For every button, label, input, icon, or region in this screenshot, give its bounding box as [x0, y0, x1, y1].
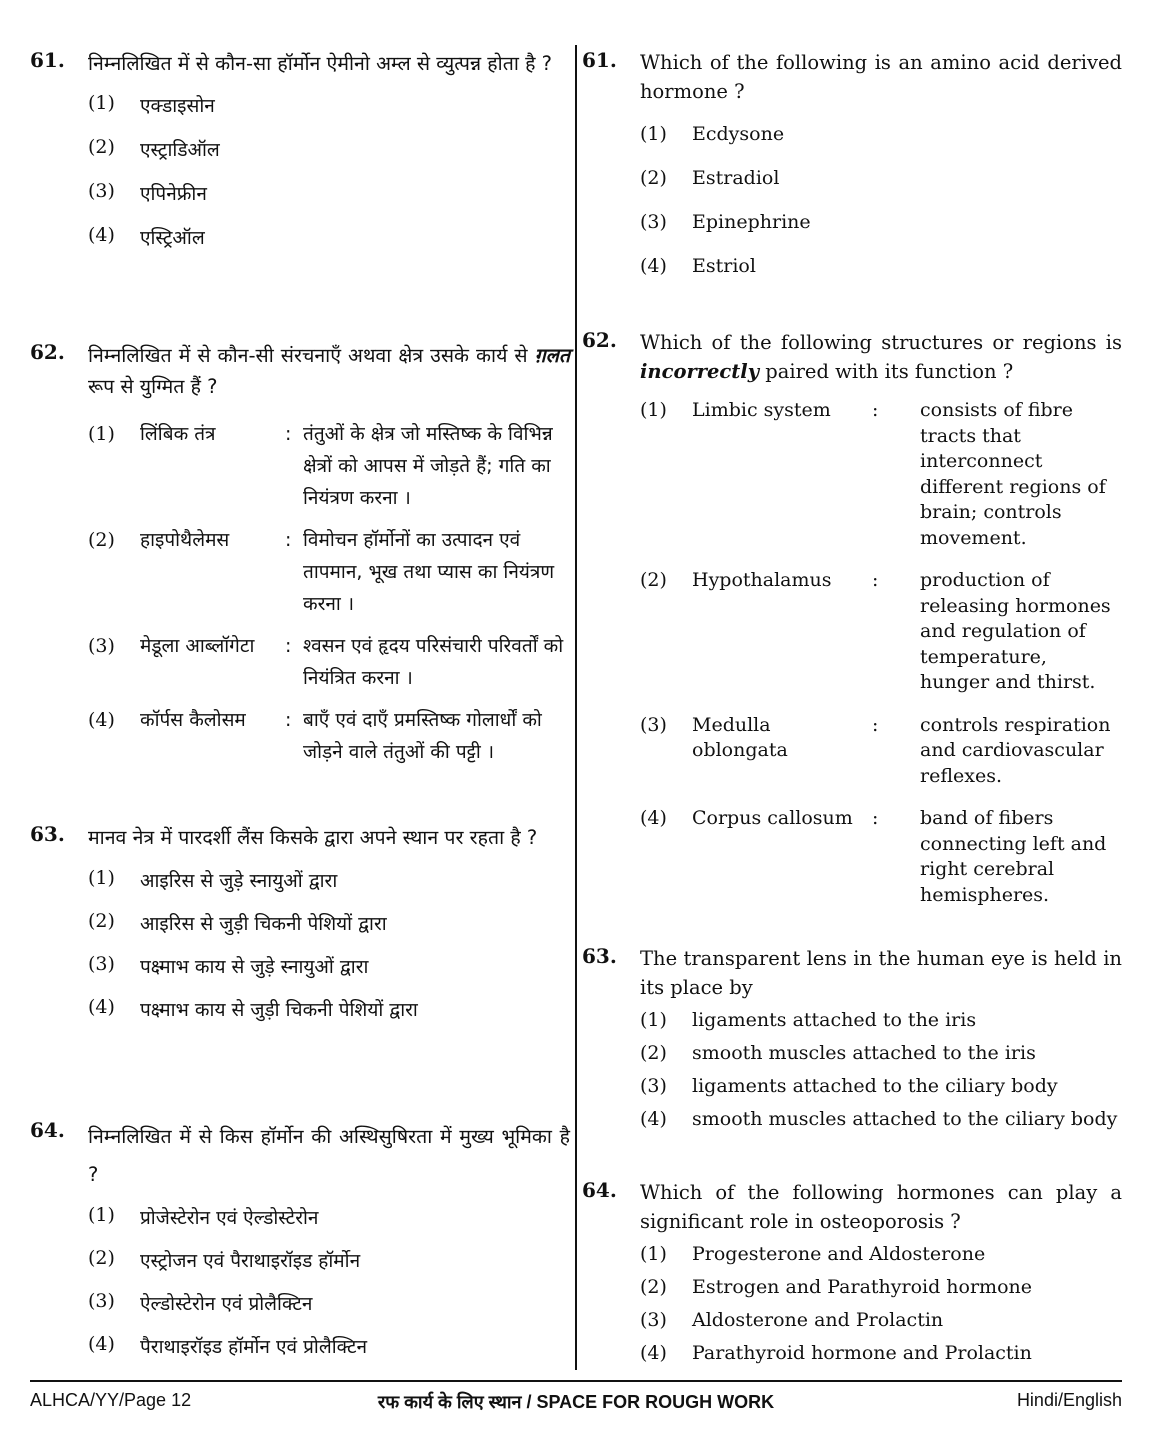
options [640, 1243, 1122, 1364]
option: (3) एपिनेफ्रीन [88, 180, 207, 205]
option: (4) कॉर्पस कैलोसम : बाएँ एवं दाएँ प्रमस्तिष्क गोलार्धों को जोड़ने वाले तंतुओं की पट्टी । [88, 709, 542, 763]
question-64-english [582, 1178, 1122, 1364]
question-text: निम्नलिखित में से किस हॉर्मोन की अस्थिसुषिरता में मुख्य भूमिका है ? [88, 1125, 570, 1186]
rough-work-label: रफ कार्य के लिए स्थान / SPACE FOR ROUGH WORK [377, 1392, 775, 1412]
option: (2) आइरिस से जुड़ी चिकनी पेशियों द्वारा [88, 910, 387, 935]
options [88, 1204, 570, 1359]
question-text: निम्नलिखित में से कौन-सी संरचनाएँ अथवा क्षेत्र उसके कार्य से ग़लत रूप से युग्मित हैं ? [88, 344, 570, 398]
option: (2) हाइपोथैलेमस : विमोचन हॉर्मोनों का उत्पादन एवं तापमान, भूख तथा प्यास का नियंत्रण करना । [88, 529, 555, 615]
question-number: 62. [30, 340, 65, 364]
question-62-hindi [30, 340, 570, 768]
option: (4) एस्ट्रिऑल [88, 224, 205, 249]
question-number: 61. [30, 48, 65, 72]
question-text: The transparent lens in the human eye is held in its place by [640, 947, 1122, 999]
options [640, 398, 1122, 908]
emphasis: ग़लत [534, 344, 570, 367]
option: (1) Ecdysone [640, 123, 785, 145]
option: (3) मेडूला आब्लॉगेटा : श्वसन एवं हृदय परिसंचारी परिवर्तों को नियंत्रित करना । [88, 635, 564, 689]
question-64-hindi [30, 1118, 570, 1359]
option: (4) Parathyroid hormone and Prolactin [640, 1342, 1032, 1364]
options [88, 418, 570, 768]
question-number: 61. [582, 48, 617, 72]
question-63-hindi [30, 822, 570, 1022]
option: (1) आइरिस से जुड़े स्नायुओं द्वारा [88, 867, 338, 892]
option: (2) एस्ट्राडिऑल [88, 136, 220, 161]
option: (3) ऐल्डोस्टेरोन एवं प्रोलैक्टिन [88, 1290, 313, 1315]
options [640, 1009, 1122, 1130]
option: (4) Corpus callosum : band of fibers connecting left and right cerebral hemispheres. [640, 807, 1107, 906]
option: (3) पक्ष्माभ काय से जुड़े स्नायुओं द्वारा [88, 953, 369, 978]
question-number: 62. [582, 328, 617, 352]
option: (2) Estrogen and Parathyroid hormone [640, 1276, 1032, 1298]
emphasis: incorrectly [640, 360, 760, 383]
option: (3) Medulla oblongata : controls respiration and cardiovascular reflexes. [640, 713, 1111, 787]
question-number: 63. [30, 822, 65, 846]
language-label: Hindi/English [1016, 1390, 1122, 1410]
column-divider [575, 45, 577, 1370]
question-text: Which of the following structures or regions is incorrectly paired with its function ? [640, 331, 1122, 383]
footer-rule [30, 1380, 1122, 1382]
option: (2) एस्ट्रोजन एवं पैराथाइरॉइड हॉर्मोन [88, 1247, 361, 1272]
page-code: ALHCA/YY/Page 12 [30, 1390, 192, 1410]
option: (1) ligaments attached to the iris [640, 1009, 977, 1031]
question-62-english [582, 328, 1122, 908]
question-61-english [582, 48, 1122, 277]
option: (4) पैराथाइरॉइड हॉर्मोन एवं प्रोलैक्टिन [88, 1333, 368, 1358]
option: (2) smooth muscles attached to the iris [640, 1042, 1036, 1064]
question-63-english [582, 944, 1122, 1130]
option: (2) Estradiol [640, 167, 780, 189]
question-number: 64. [582, 1178, 617, 1202]
question-text: Which of the following hormones can play a significant role in osteoporosis ? [640, 1181, 1122, 1233]
option: (1) एक्डाइसोन [88, 92, 215, 117]
question-text: Which of the following is an amino acid derived hormone ? [640, 51, 1122, 103]
options [88, 92, 570, 250]
option: (1) Limbic system : consists of fibre tracts that interconnect different regions of brain; controls movement. [640, 399, 1106, 549]
option: (4) smooth muscles attached to the ciliary body [640, 1108, 1118, 1130]
question-number: 63. [582, 944, 617, 968]
question-text: निम्नलिखित में से कौन-सा हॉर्मोन ऐमीनो अम्ल से व्युत्पन्न होता है ? [88, 52, 552, 75]
option: (3) ligaments attached to the ciliary body [640, 1075, 1058, 1097]
option: (1) Progesterone and Aldosterone [640, 1243, 986, 1265]
option: (2) Hypothalamus : production of releasing hormones and regulation of temperature, hunger and thirst. [640, 569, 1111, 693]
option: (3) Aldosterone and Prolactin [640, 1309, 944, 1331]
option: (1) प्रोजेस्टेरोन एवं ऐल्डोस्टेरोन [88, 1204, 319, 1229]
option: (1) लिंबिक तंत्र : तंतुओं के क्षेत्र जो मस्तिष्क के विभिन्न क्षेत्रों को आपस में जोड़ते हैं; गति का नियंत्रण करना । [88, 423, 553, 509]
question-text: मानव नेत्र में पारदर्शी लैंस किसके द्वारा अपने स्थान पर रहता है ? [88, 826, 538, 849]
option: (4) पक्ष्माभ काय से जुड़ी चिकनी पेशियों द्वारा [88, 996, 418, 1021]
option: (3) Epinephrine [640, 211, 811, 233]
page-footer [30, 1390, 1122, 1414]
question-number: 64. [30, 1118, 65, 1142]
question-61-hindi [30, 48, 570, 250]
option: (4) Estriol [640, 255, 756, 277]
options [640, 123, 1122, 277]
options [88, 867, 570, 1022]
